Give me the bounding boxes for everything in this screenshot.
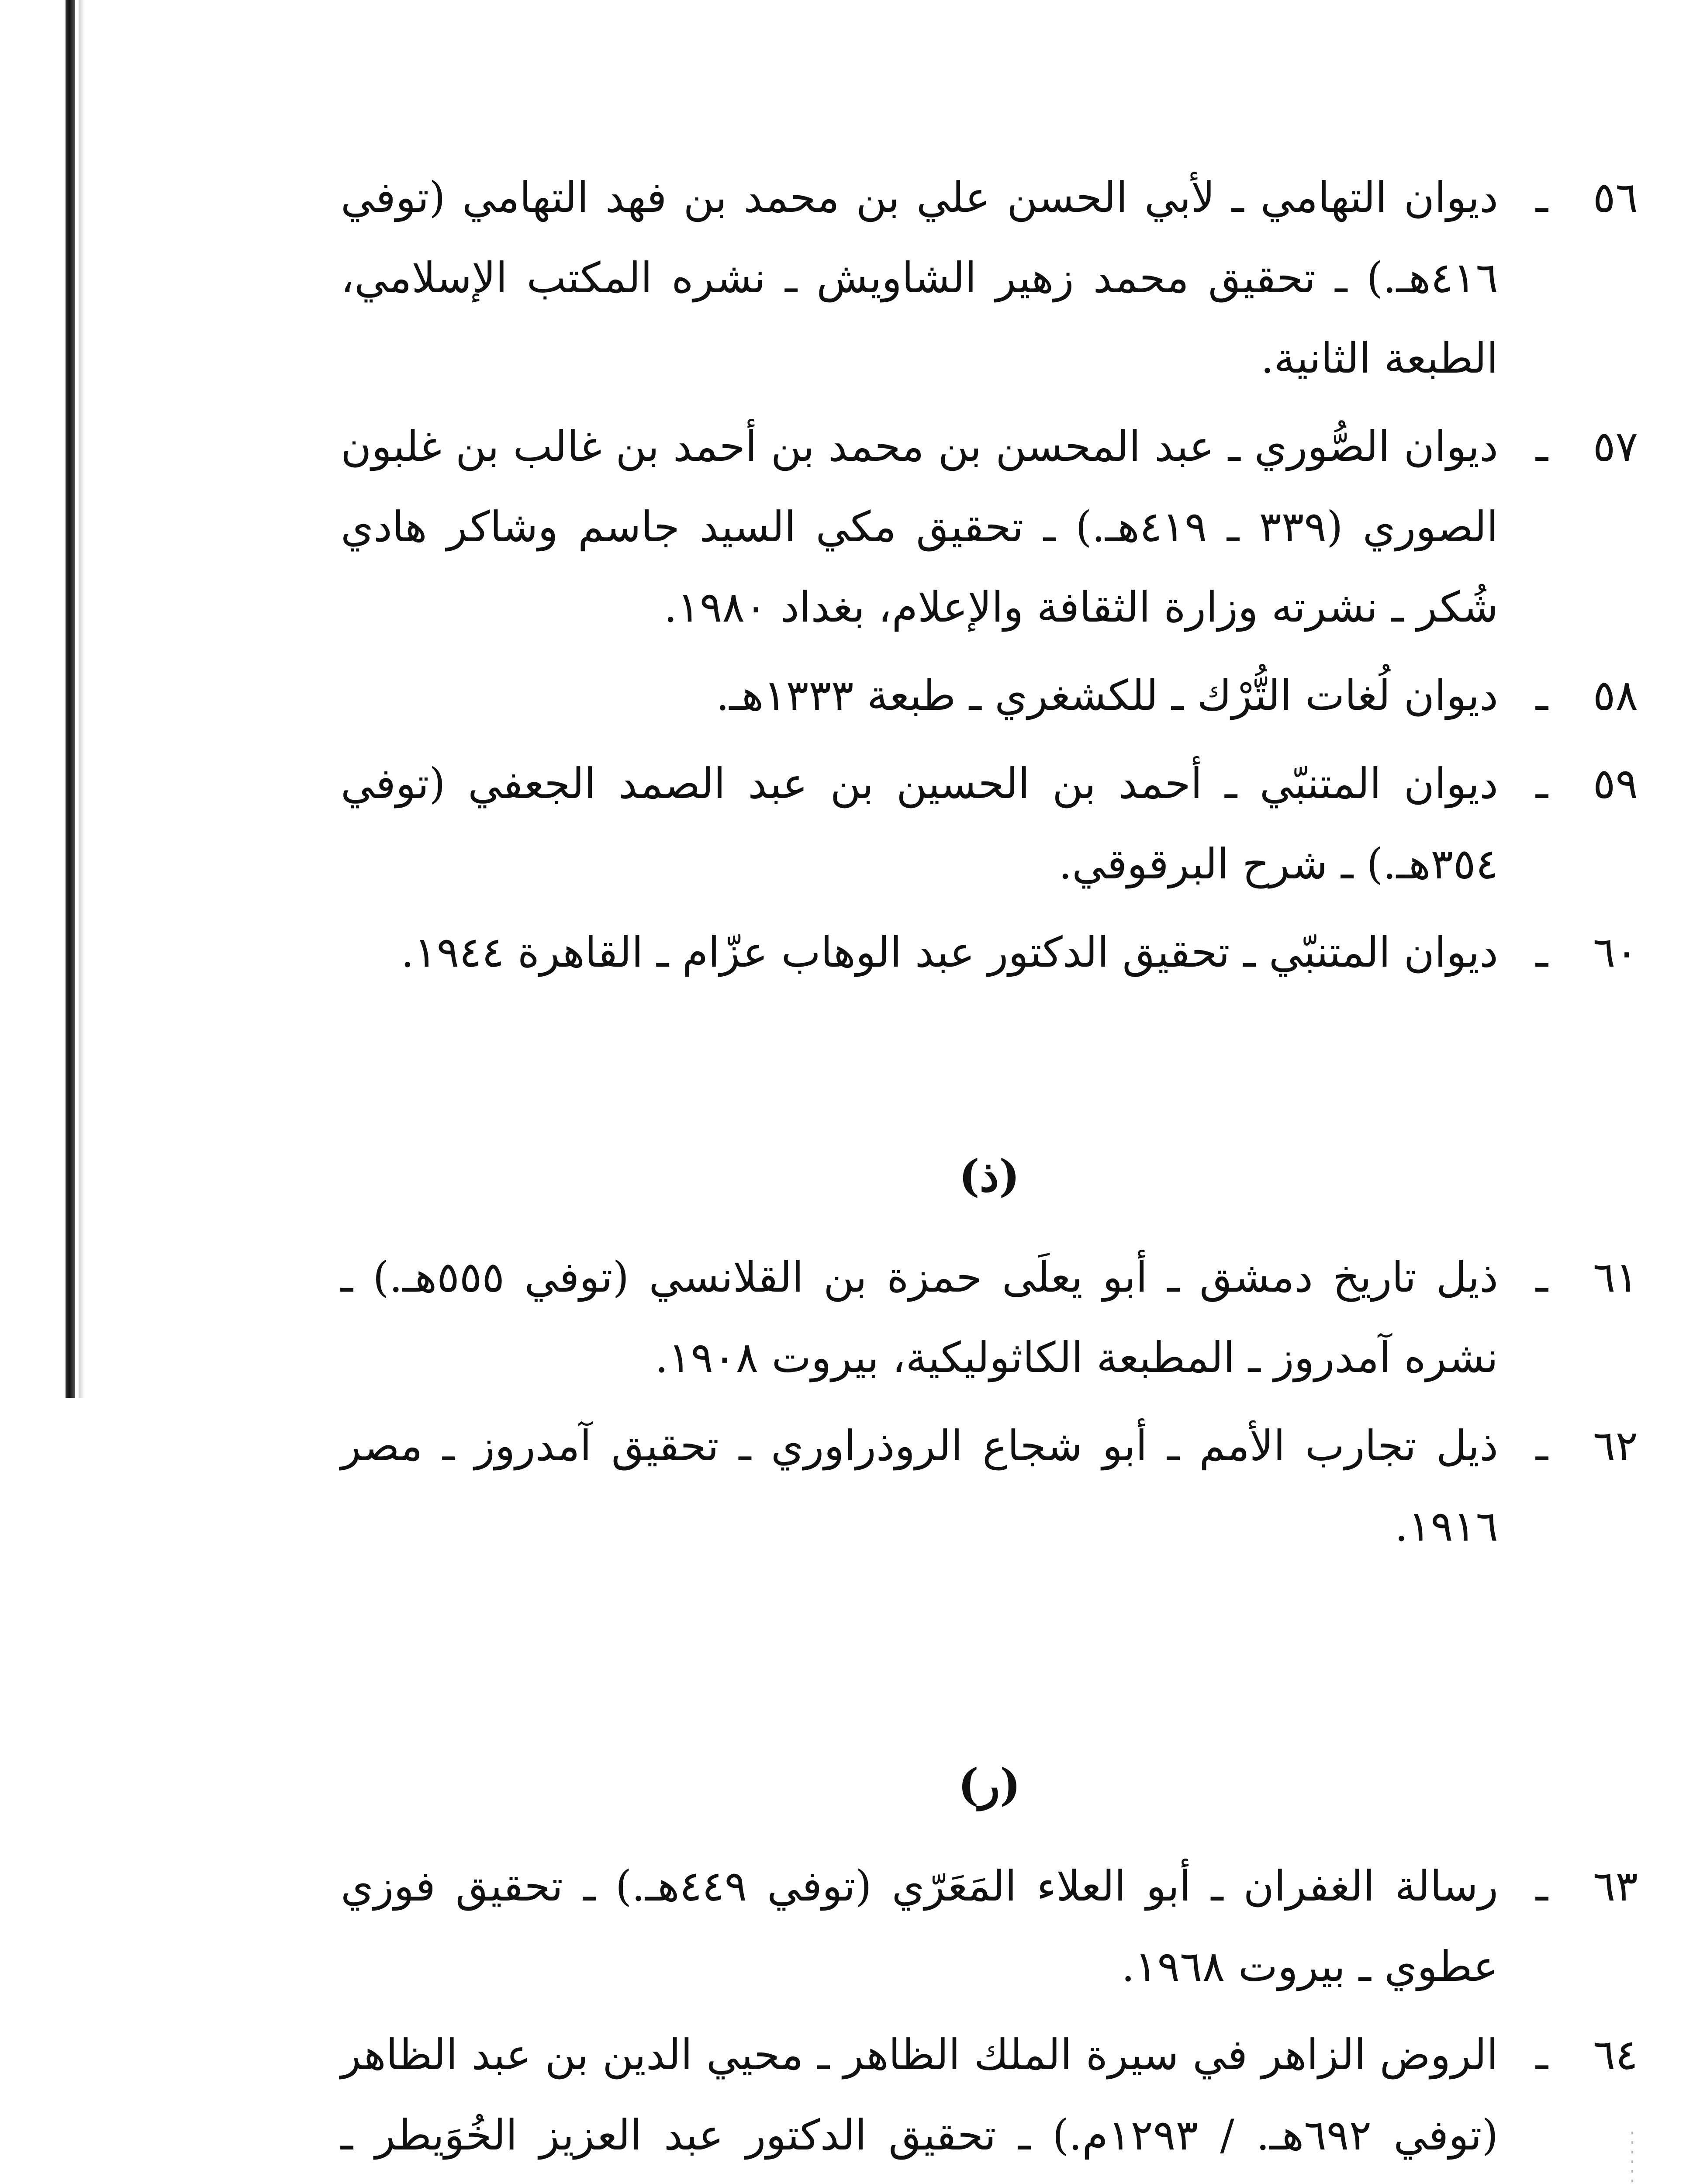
bibliography-entry-57 bbox=[341, 406, 1638, 647]
entry-text: ديوان المتنبّي ـ تحقيق الدكتور عبد الوهاب عزّام ـ القاهرة ١٩٤٤. bbox=[401, 928, 1498, 977]
entry-dash: ـ bbox=[1535, 173, 1548, 222]
entry-dash: ـ bbox=[1535, 2030, 1548, 2079]
entry-text: ديوان لُغات التُّرْك ـ للكشغري ـ طبعة ١٣٣٣هـ. bbox=[715, 671, 1498, 720]
entry-text: ديوان المتنبّي ـ أحمد بن الحسين بن عبد الصمد الجعفي (توفي ٣٥٤هـ.) ـ شرح البرقوقي. bbox=[341, 759, 1498, 888]
entry-number: ٥٦ bbox=[1593, 173, 1638, 222]
entry-dash: ـ bbox=[1535, 928, 1548, 977]
entry-dash: ـ bbox=[1535, 671, 1548, 720]
bibliography-entry-62 bbox=[341, 1406, 1638, 1566]
entry-number: ٦٣ bbox=[1593, 1862, 1638, 1911]
entry-number: ٦١ bbox=[1593, 1253, 1638, 1302]
entry-text: الروض الزاهر في سيرة الملك الظاهر ـ محيي الدين بن عبد الظاهر (توفي ٦٩٢هـ. / ١٢٩٣م.) ـ تحقيق الدكتور عبد العزيز الخُوَيطر ـ bbox=[341, 2030, 1499, 2160]
entry-dash: ـ bbox=[1535, 1862, 1548, 1911]
entry-text: ذيل تاريخ دمشق ـ أبو يعلَى حمزة بن القلانسي (توفي ٥٥٥هـ.) ـ نشره آمدروز ـ المطبعة الكاثوليكية، بيروت ١٩٠٨. bbox=[341, 1253, 1499, 1382]
entry-text: ديوان التهامي ـ لأبي الحسن علي بن محمد بن فهد التهامي (توفي ٤١٦هـ.) ـ تحقيق محمد زهير الشاويش ـ نشره المكتب الإسلامي، الطبعة الثانية. bbox=[341, 173, 1499, 383]
bibliography-entry-64 bbox=[341, 2015, 1638, 2184]
bibliography-entry-59 bbox=[341, 743, 1638, 904]
bibliography-entry-61 bbox=[341, 1237, 1638, 1398]
bibliography-entry-63 bbox=[341, 1846, 1638, 2007]
entry-text: ديوان الصُّوري ـ عبد المحسن بن محمد بن أحمد بن غالب بن غلبون الصوري (٣٣٩ ـ ٤١٩هـ.) ـ تحقيق مكي السيد جاسم وشاكر هادي شُكر ـ نشرته وزارة الثقافة والإعلام، بغداد ١٩٨٠. bbox=[341, 422, 1499, 632]
entry-number: ٦٢ bbox=[1593, 1421, 1638, 1470]
entry-number: ٥٩ bbox=[1593, 759, 1638, 808]
entry-text: رسالة الغفران ـ أبو العلاء المَعَرّي (توفي ٤٤٩هـ.) ـ تحقيق فوزي عطوي ـ بيروت ١٩٦٨. bbox=[341, 1862, 1499, 1991]
entry-dash: ـ bbox=[1535, 422, 1548, 471]
bibliography-entry-58 bbox=[341, 655, 1638, 736]
entry-text: ذيل تجارب الأمم ـ أبو شجاع الروذراوري ـ تحقيق آمدروز ـ مصر ١٩١٦. bbox=[341, 1421, 1498, 1551]
binding-shadow bbox=[79, 0, 85, 1398]
section-heading-ra: (ر) bbox=[958, 1759, 1021, 1811]
binding-edge bbox=[66, 0, 75, 1398]
bibliography-page bbox=[341, 157, 1638, 2184]
bibliography-entry-60 bbox=[341, 912, 1638, 992]
entry-number: ٦٤ bbox=[1593, 2030, 1638, 2079]
section-heading-dhal: (ذ) bbox=[959, 1150, 1020, 1202]
entry-number: ٥٨ bbox=[1593, 671, 1638, 720]
entry-number: ٥٧ bbox=[1593, 422, 1638, 471]
entry-dash: ـ bbox=[1535, 1421, 1548, 1470]
entry-number: ٦٠ bbox=[1593, 928, 1638, 977]
entry-dash: ـ bbox=[1535, 1253, 1548, 1302]
bibliography-entry-56 bbox=[341, 157, 1638, 398]
entry-dash: ـ bbox=[1535, 759, 1548, 808]
